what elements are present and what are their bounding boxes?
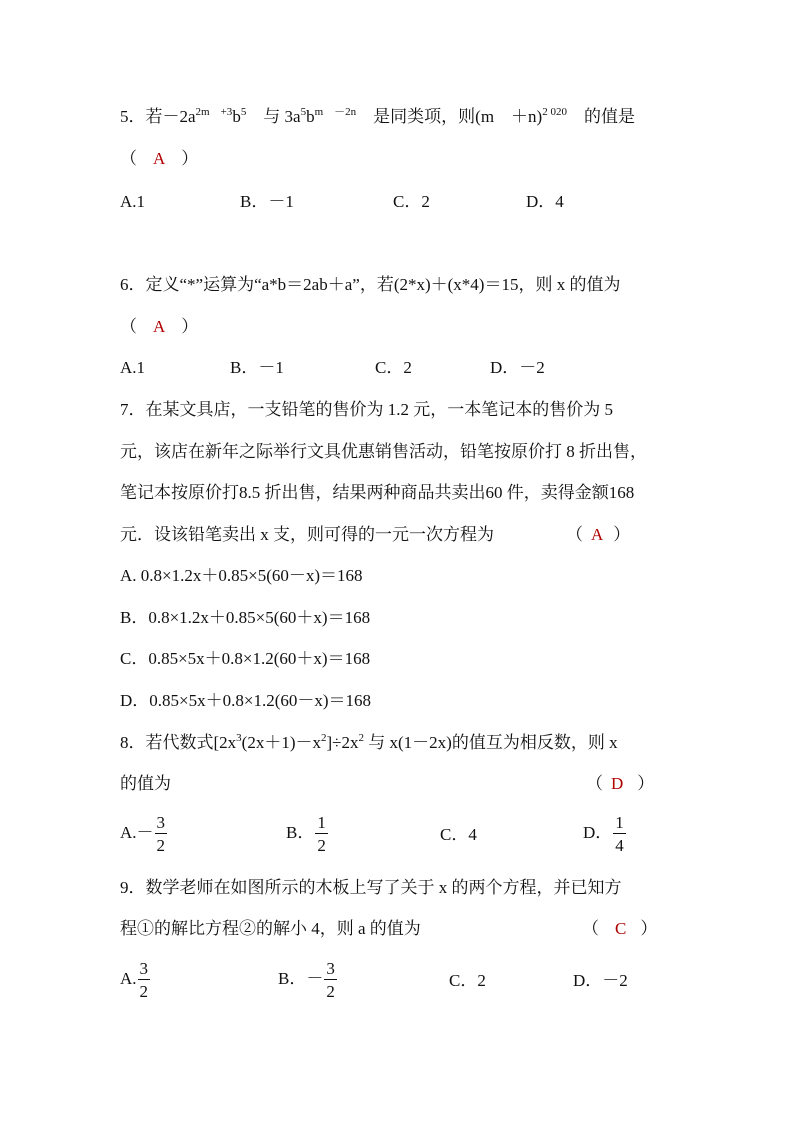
- question-8-option-b: B． $\frac{1}{2}$: [286, 813, 326, 855]
- question-8-option-d: D． $\frac{1}{4}$: [583, 813, 624, 855]
- fraction: $\frac{3}{2}$: [139, 959, 149, 1001]
- question-6-answer-line: （ A ）: [120, 317, 199, 336]
- question-5-stem: 5．若$-2a^{2m +3}b^5$ 与 $3a^5b^{m -2n}$ 是同类项，则(m ＋n)$^{2 020}$ 的值是: [120, 106, 635, 126]
- question-9-stem-line-1: 9．数学老师在如图所示的木板上写了关于 x 的两个方程，并已知方: [120, 878, 622, 897]
- question-7-answer: A: [591, 525, 604, 544]
- question-7-stem-line-1: 7．在某文具店，一支铅笔的售价为 1.2 元，一本笔记本的售价为 5: [120, 400, 613, 419]
- question-7-option-a: A. 0.8×1.2x＋0.85×5(60－x)＝168: [120, 566, 363, 585]
- question-7-stem-line-2: 元，该店在新年之际举行文具优惠销售活动，铅笔按原价打 8 折出售，: [120, 442, 647, 461]
- question-8-answer: D: [611, 774, 624, 793]
- fraction: $\frac{1}{2}$: [317, 813, 326, 855]
- question-8-stem-line-1: 8．若代数式$[2x^3(2x+1)-x^2]\div 2x^2$ 与 x(1－2x)的值互为相反数，则 x: [120, 732, 618, 752]
- fraction: $\frac{3}{2}$: [156, 813, 166, 855]
- question-5-option-a: A.1: [120, 192, 146, 211]
- question-7-option-d: D．0.85×5x＋0.8×1.2(60－x)＝168: [120, 691, 372, 710]
- question-7-stem-line-3: 笔记本按原价打8.5 折出售，结果两种商品共卖出60 件，卖得金额168: [120, 483, 635, 502]
- question-9-answer: C: [615, 919, 627, 938]
- question-8-stem-line-2: 的值为: [120, 774, 171, 793]
- question-8-option-a: A.－ $\frac{3}{2}$: [120, 813, 166, 855]
- question-5-answer-line: （ A ）: [120, 149, 199, 168]
- question-6-option-b: B．－1: [230, 358, 284, 377]
- question-9-option-b: B．－ $\frac{3}{2}$: [278, 959, 335, 1001]
- question-5-option-b: B．－1: [240, 192, 294, 211]
- question-7-stem-line-4: 元．设该铅笔卖出 x 支，则可得的一元一次方程为: [120, 525, 494, 544]
- question-9-option-d: D．－2: [573, 971, 628, 990]
- question-6-stem: 6．定义“*”运算为“a*b＝2ab＋a”，若(2*x)＋(x*4)＝15，则 x 的值为: [120, 275, 621, 294]
- question-5-option-d: D．4: [526, 192, 564, 211]
- question-6-option-c: C．2: [375, 358, 412, 377]
- fraction: $\frac{1}{4}$: [615, 813, 624, 855]
- question-7-answer-line: （ A ）: [566, 525, 631, 544]
- fraction: $\frac{3}{2}$: [326, 959, 335, 1001]
- question-5-answer: A: [153, 149, 166, 168]
- question-8-answer-line: （ D ）: [586, 774, 655, 793]
- question-7-option-b: B．0.8×1.2x＋0.85×5(60＋x)＝168: [120, 608, 371, 627]
- question-6-option-d: D．－2: [490, 358, 545, 377]
- question-9-stem-line-2: 程①的解比方程②的解小 4，则 a 的值为: [120, 919, 421, 938]
- question-6-answer: A: [153, 317, 166, 336]
- question-7-option-c: C．0.85×5x＋0.8×1.2(60＋x)＝168: [120, 649, 371, 668]
- question-6-option-a: A.1: [120, 358, 146, 377]
- question-9-answer-line: （ C ）: [582, 919, 658, 938]
- question-5-option-c: C．2: [393, 192, 430, 211]
- question-9-option-c: C．2: [449, 971, 486, 990]
- question-9-option-a: A. $\frac{3}{2}$: [120, 959, 149, 1001]
- question-8-option-c: C．4: [440, 825, 477, 844]
